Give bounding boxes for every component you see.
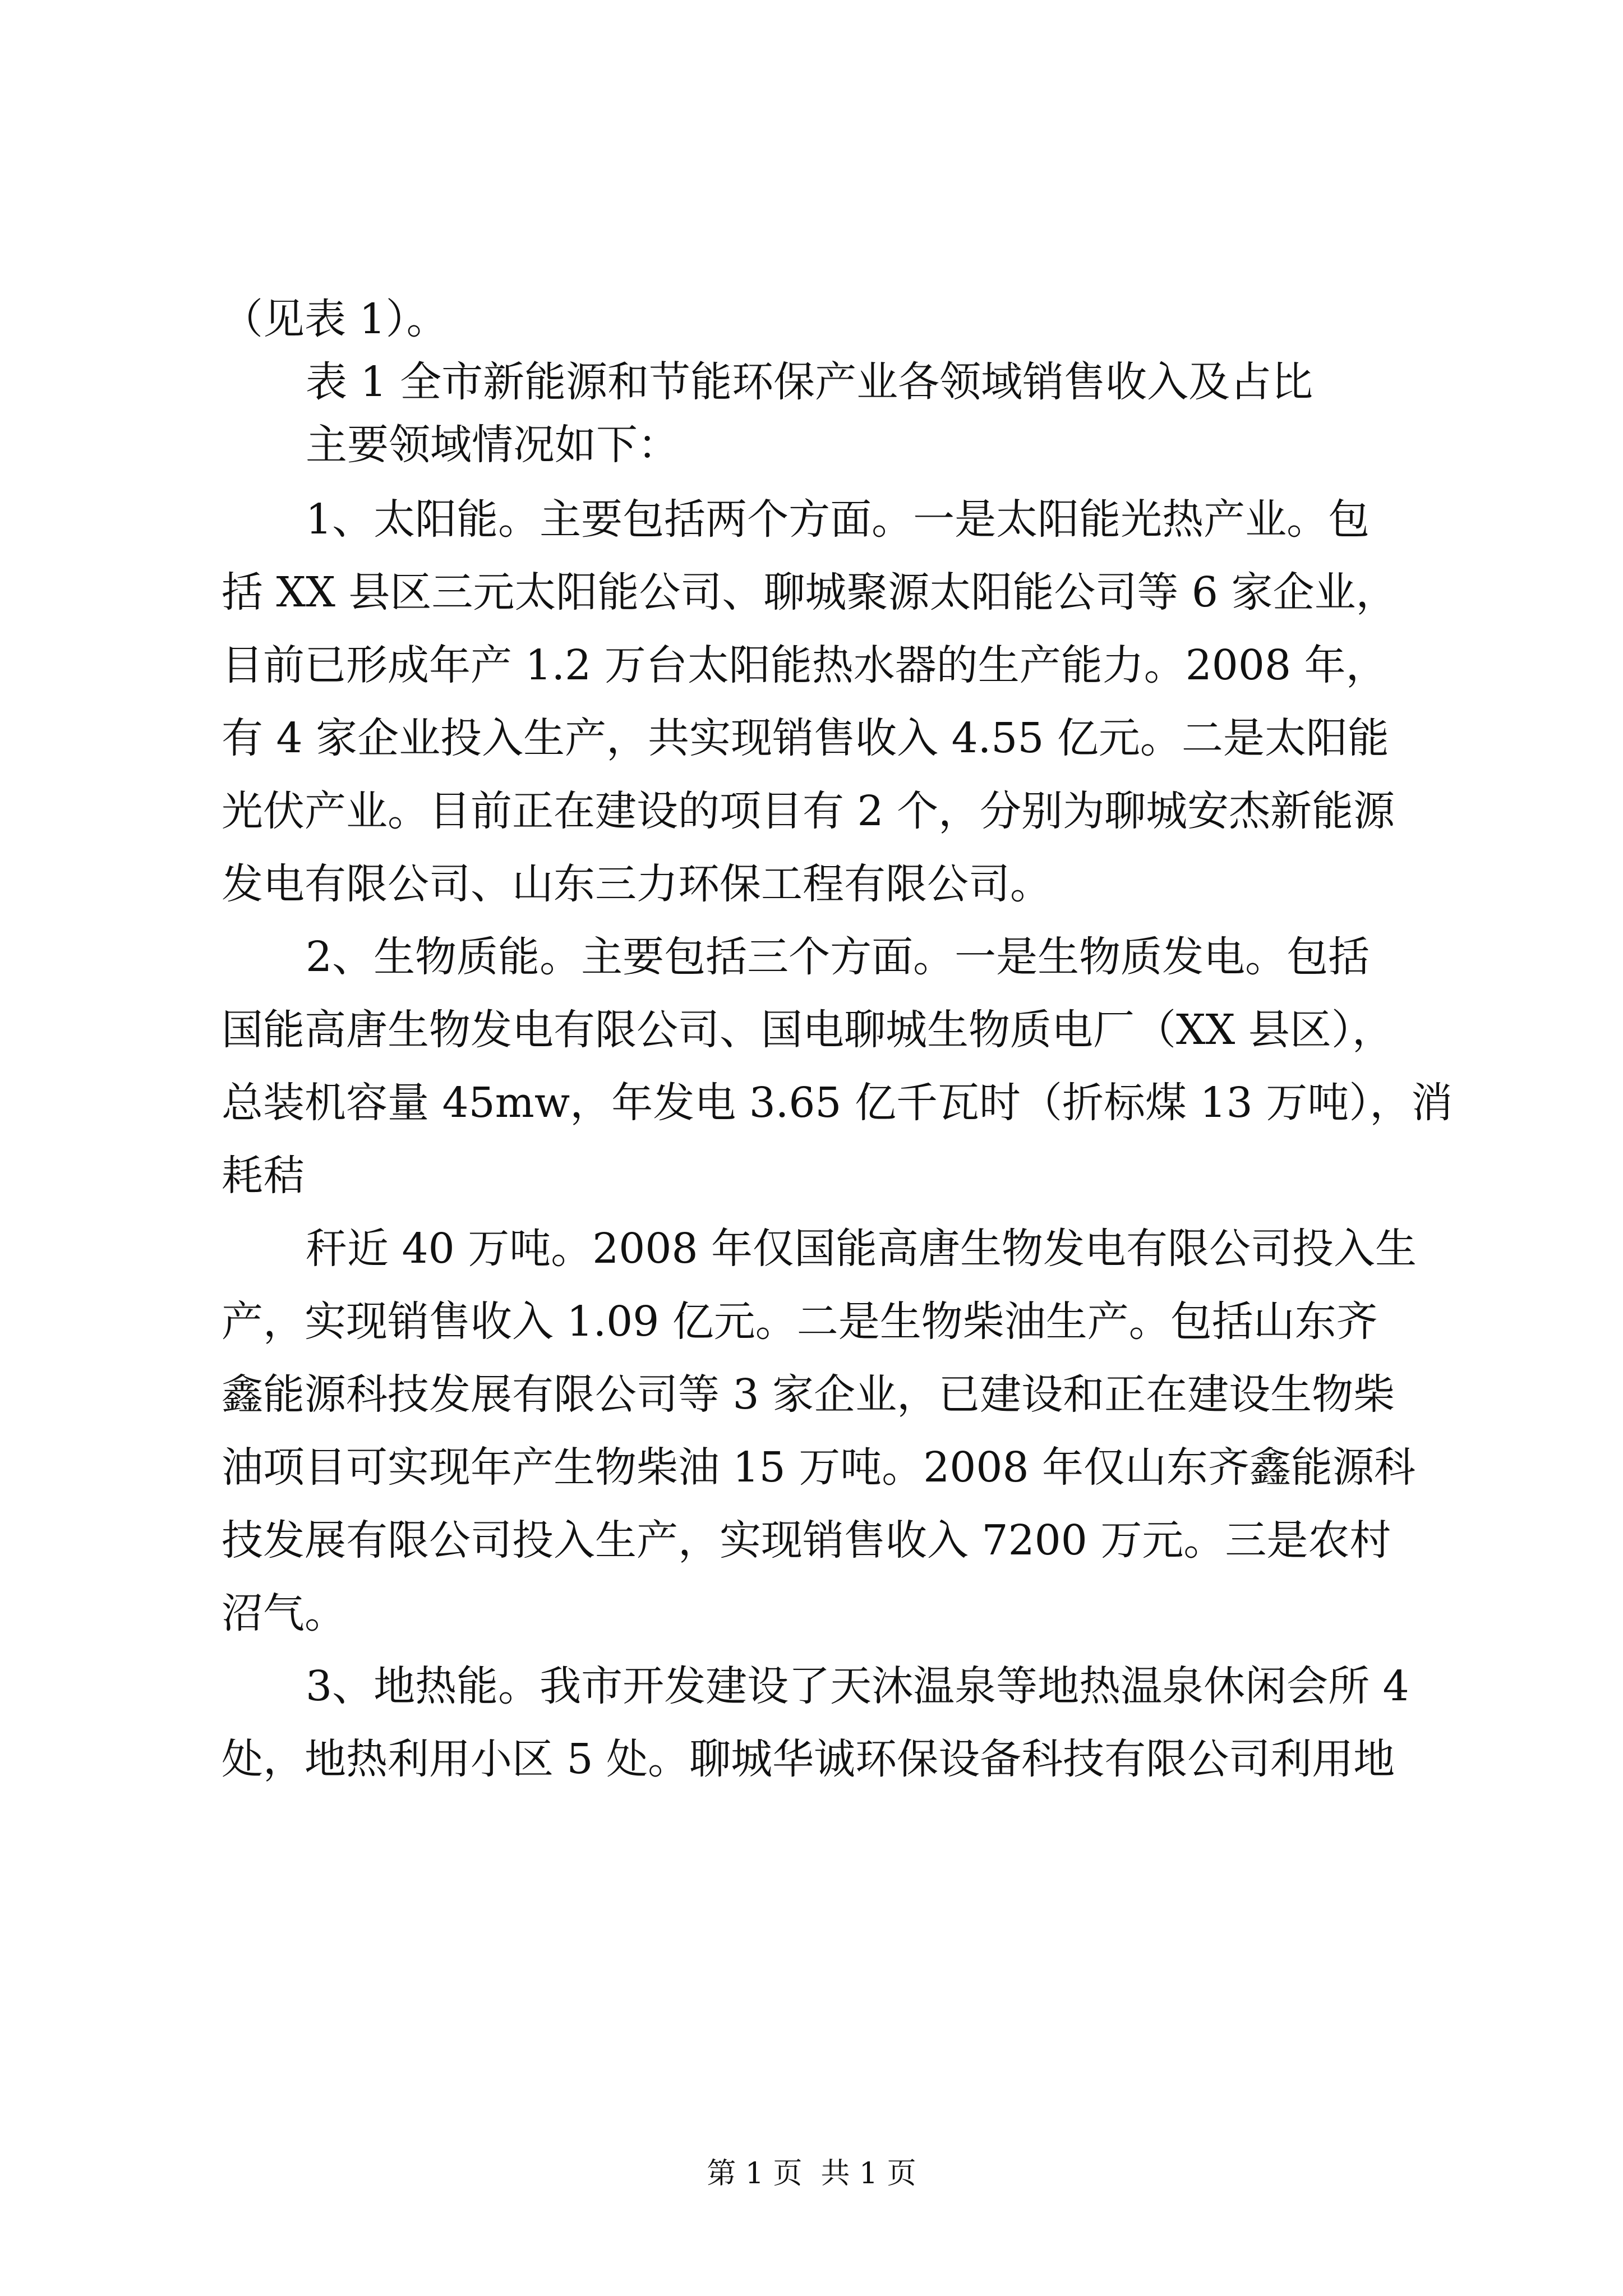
text-line: 鑫能源科技发展有限公司等 3 家企业，已建设和正在建设生物柴 <box>222 1370 1395 1419</box>
paragraph-solar-line: 1、太阳能。主要包括两个方面。一是太阳能光热产业。包 <box>306 495 1370 544</box>
page-number-footer: 第 1 页 共 1 页 <box>707 2157 916 2191</box>
text-line: 国能高唐生物发电有限公司、国电聊城生物质电厂（XX 县区）， <box>222 1006 1394 1054</box>
text-line: 秆近 40 万吨。2008 年仅国能高唐生物发电有限公司投入生 <box>306 1225 1417 1273</box>
text-line: （见表 1）。 <box>222 295 448 343</box>
paragraph-biomass-line: 2、生物质能。主要包括三个方面。一是生物质发电。包括 <box>306 933 1370 981</box>
text-line: 光伏产业。目前正在建设的项目有 2 个，分别为聊城安杰新能源 <box>222 787 1395 835</box>
table-caption: 表 1 全市新能源和节能环保产业各领域销售收入及占比 <box>306 358 1313 406</box>
text-line: 目前已形成年产 1.2 万台太阳能热水器的生产能力。2008 年， <box>222 641 1387 689</box>
text-line: 总装机容量 45mw，年发电 3.65 亿千瓦时（折标煤 13 万吨），消 <box>222 1079 1453 1127</box>
text-line: 括 XX 县区三元太阳能公司、聊城聚源太阳能公司等 6 家企业， <box>222 568 1398 616</box>
text-line: 沼气。 <box>222 1589 346 1637</box>
text-line: 技发展有限公司投入生产，实现销售收入 7200 万元。三是农村 <box>222 1516 1391 1565</box>
text-line: 发电有限公司、山东三力环保工程有限公司。 <box>222 860 1052 908</box>
text-line: 耗秸 <box>222 1152 305 1200</box>
text-line: 产，实现销售收入 1.09 亿元。二是生物柴油生产。包括山东齐 <box>222 1297 1378 1346</box>
paragraph-geothermal-line: 3、地热能。我市开发建设了天沐温泉等地热温泉休闲会所 4 <box>306 1662 1409 1710</box>
text-line: 油项目可实现年产生物柴油 15 万吨。2008 年仅山东齐鑫能源科 <box>222 1443 1416 1492</box>
text-line: 处，地热利用小区 5 处。聊城华诚环保设备科技有限公司利用地 <box>222 1735 1395 1783</box>
text-line: 有 4 家企业投入生产，共实现销售收入 4.55 亿元。二是太阳能 <box>222 714 1389 762</box>
text-line: 主要领域情况如下： <box>306 421 679 469</box>
